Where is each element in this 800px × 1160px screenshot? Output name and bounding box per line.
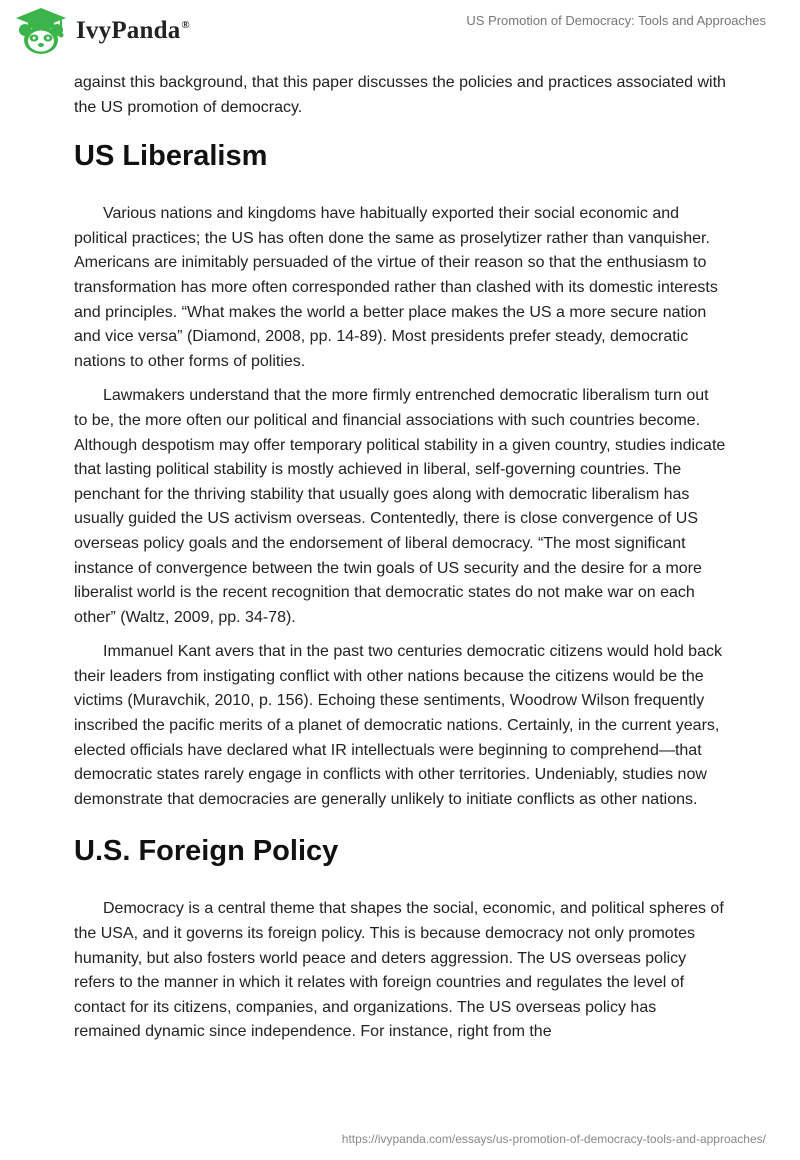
section-heading-us-foreign-policy: U.S. Foreign Policy xyxy=(74,835,339,868)
paragraph: Democracy is a central theme that shapes the social, economic, and political spheres of the USA, and it governs its foreign policy. This is because democracy not only promotes humanity, but also fosters world peace and deters aggression. The US overseas policy refers to the manner in which it relates with foreign countries and regulates the level of contact for its citizens, companies, and organizations. The US overseas policy has remained dynamic since independence. For instance, right from the xyxy=(74,900,724,1041)
panda-graduate-logo-icon xyxy=(14,6,68,56)
source-url[interactable]: https://ivypanda.com/essays/us-promotion-of-democracy-tools-and-approaches/ xyxy=(341,1132,766,1146)
brand-name: IvyPanda® xyxy=(76,17,190,44)
ivypanda-logo[interactable] xyxy=(14,6,190,56)
paragraph: Lawmakers understand that the more firmly entrenched democratic liberalism turn out to be, the more often our political and financial associations with such countries become. Although despotism may offer temporary political stability in a given country, studies indicate that lasting political stability is mostly achieved in liberal, self-governing countries. The penchant for the thriving stability that usually goes along with democratic liberalism has usually guided the US activism overseas. Contentedly, there is close convergence of US overseas policy goals and the endorsement of liberal democracy. “The most significant instance of convergence between the twin goals of US security and the desire for a more liberalist world is the recent recognition that democratic states do not make war on each other” (Waltz, 2009, pp. 34-78). xyxy=(74,387,726,626)
document-title: US Promotion of Democracy: Tools and Approaches xyxy=(466,13,766,28)
paragraph: Immanuel Kant avers that in the past two centuries democratic citizens would hold back their leaders from instigating conflict with other nations because the citizens would be the victims (Muravchik, 2010, p. 156). Echoing these sentiments, Woodrow Wilson frequently inscribed the pacific merits of a planet of democratic nations. Certainly, in the current years, elected officials have declared what IR intellectuals were beginning to comprehend—that democratic states rarely engage in conflicts with other territories. Undeniably, studies now demonstrate that democracies are generally unlikely to initiate conflicts as other nations. xyxy=(74,643,722,808)
paragraph: Various nations and kingdoms have habitually exported their social economic and political practices; the US has often done the same as proselytizer rather than vanquisher. Americans are inimitably persuaded of the virtue of their reason so that the enthusiasm to transformation has more often corresponded rather than clashed with its domestic interests and principles. “What makes the world a better place makes the US a more secure nation and vice versa” (Diamond, 2008, pp. 14-89). Most presidents prefer steady, democratic nations to other forms of polities. xyxy=(74,205,718,370)
essay-content xyxy=(74,71,726,1055)
intro-paragraph: against this background, that this paper discusses the policies and practices associated with the US promotion of democracy. xyxy=(74,74,726,116)
section-heading-us-liberalism: US Liberalism xyxy=(74,140,268,173)
page-header xyxy=(0,0,800,66)
